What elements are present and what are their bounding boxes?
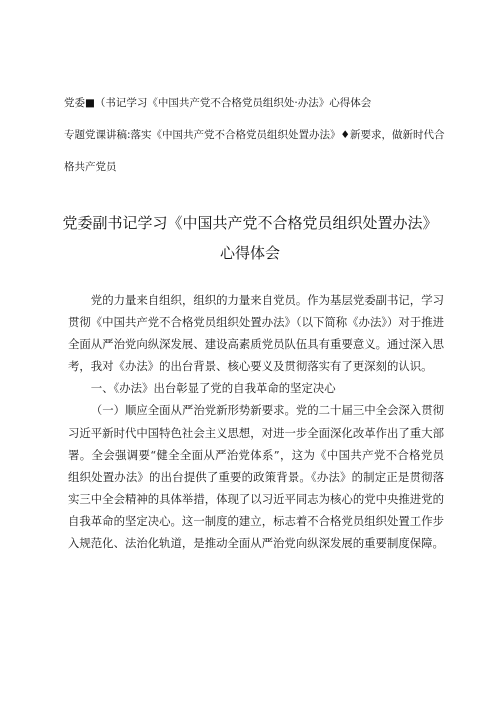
body-paragraph-subsection-1: （一）顺应全面从严治党新形势新要求。党的二十届三中全会深入贯彻习近平新时代中国特色社会主义思想，对进一步全面深化改革作出了重大部署。全会强调要“健全全面从严治党体系”，这为《中国共产党不合格党员组织处置办法》的出台提供了重要的政策背景。《办法》的制定正是贯彻落实三中全会精神的具体举措，体现了以习近平同志为核心的党中央推进党的自我革命的坚定决心。这一制度的建立，标志着不合格党员组织处置工作步入规范化、法治化轨道，是推动全面从严治党向纵深发展的重要制度保障。	[68, 403, 444, 551]
document-body	[68, 289, 444, 554]
related-article-title-2: 专题党课讲稿:落实《中国共产党不合格党员组织处置办法》♦新要求，做新时代合	[64, 129, 445, 141]
document-title: 党委副书记学习《中国共产党不合格党员组织处置办法》	[62, 214, 438, 232]
related-article-title-2-continued: 格共产党员	[64, 161, 117, 173]
related-article-title-1: 党委■（书记学习《中国共产党不合格党员组织处·办法》心得体会	[64, 97, 372, 109]
section-heading-1: 一、《办法》出台彰显了党的自我革命的坚定决心	[90, 381, 336, 396]
document-title-continued: 心得体会	[219, 244, 280, 262]
body-paragraph-intro: 党的力量来自组织，组织的力量来自党员。作为基层党委副书记，学习贯彻《中国共产党不合格党员组织处置办法》（以下简称《办法》）对于推进全面从严治党向纵深发展、建设高素质党员队伍具有重要意义。通过深入思考，我对《办法》的出台背景、核心要义及贯彻落实有了更深刻的认识。	[68, 293, 444, 374]
